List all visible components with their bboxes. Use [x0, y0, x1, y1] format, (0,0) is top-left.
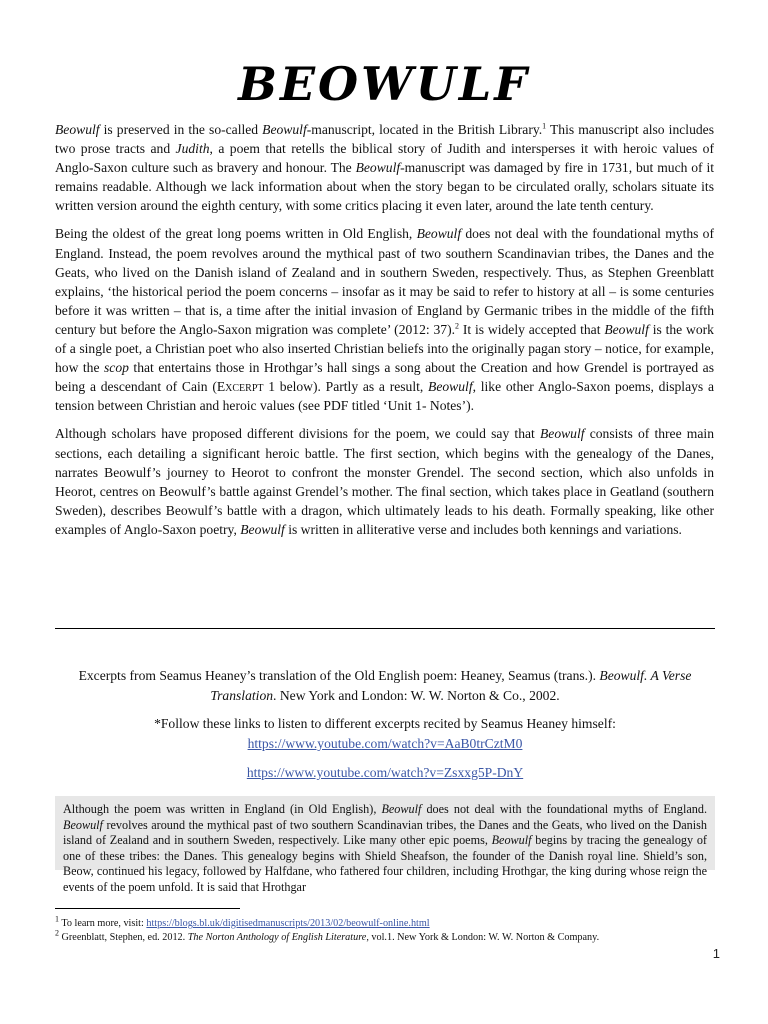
excerpt-heading	[55, 666, 715, 706]
follow-instructions: *Follow these links to listen to different excerpts recited by Seamus Heaney himself:	[154, 716, 616, 731]
excerpt-summary-box	[55, 796, 715, 894]
paragraph-2: Being the oldest of the great long poems written in Old English, Beowulf does not deal with the foundational myths of England. Instead, the poem revolves around the mythical past of two southern Scandinavian tribes, the Danes and the Geats, who lived on the Danish island of Zealand and in southern Sweden, respectively. Thus, as Stephen Greenblatt explains, ‘the historical period the poem concerns – insofar as it may be said to refer to history at all – is some centuries before it was written – that is, a time after the initial invasion of England by Germanic tribes in the middle of the fifth century but before the Anglo-Saxon migration was complete’ (2012: 37).$^2$ It is widely accepted that Beowulf is the work of a single poet, a Christian poet who also inserted Christian beliefs into the originally pagan story – notice, for example, how the scop that entertains those in Hrothgar’s hall sings a song about the Creation and how Grendel is portrayed as being a descendant of Cain (Excerpt 1 below). Partly as a result, Beowulf, like other Anglo-Saxon poems, displays a tension between Christian and heroic values (see PDF titled ‘Unit 1- Notes’).	[55, 226, 714, 414]
footnote-1-text: To learn more, visit:	[59, 918, 147, 929]
youtube-link-1[interactable]: https://www.youtube.com/watch?v=AaB0trCztM0	[247, 736, 523, 751]
footnote-2-text: Greenblatt, Stephen, ed. 2012.	[59, 932, 188, 943]
paragraph-1: Beowulf is preserved in the so-called Beowulf-manuscript, located in the British Library.$^1$ This manuscript also includes two prose tracts and Judith, a poem that retells the biblical story of Judith and intersperses it with heroic values of Anglo-Saxon culture such as bravery and honour. The Beowulf-manuscript was damaged by fire in 1731, but much of it remains readable. Although we lack information about when the story began to be circulated orally, scholars situate its written version around the eighth century, with some critics placing it even later, around the late tenth century.	[55, 121, 715, 214]
footnote-1	[55, 914, 715, 930]
footnote-2-rest: , vol.1. New York & London: W. W. Norton & Company.	[366, 932, 600, 943]
footnote-2-title: The Norton Anthology of English Literature	[187, 932, 367, 943]
paragraph-3: Although scholars have proposed different divisions for the poem, we could say that Beowulf consists of three main sections, each detailing a significant heroic battle. The first section, which begins with the genealogy of the Danes, narrates Beowulf’s journey to Heorot to confront the monster Grendel. The second section, which also unfolds in Heorot, centres on Beowulf’s battle against Grendel’s mother. The final section, which takes place in Geatland (southern Sweden), describes Beowulf’s battle with a dragon, which ultimately leads to his death. Formally speaking, like other examples of Anglo-Saxon poetry, Beowulf is written in alliterative verse and includes both kennings and variations.	[55, 426, 714, 537]
excerpt-summary-text: Although the poem was written in England (in Old English), Beowulf does not deal with the foundational myths of England. Beowulf revolves around the mythical past of two southern Scandinavian tribes, the Danes and the Geats, who lived on the Danish island of Zealand and in southern Sweden, respectively. Like many other epic poems, Beowulf begins by tracing the genealogy of one of these tribes: the Danes. This genealogy begins with Shield Sheafson, the founder of the Danish royal line. Shield’s son, Beow, continued his legacy, followed by Halfdane, who fathered four children, including Hrothgar, the king during whose reign the events of the poem unfold. It is said that Hrothgar	[63, 802, 707, 894]
page-title: BEOWULF	[238, 57, 530, 111]
footnote-divider	[55, 908, 240, 909]
body-section	[55, 120, 714, 548]
footnote-2	[55, 928, 715, 944]
page-number: 1	[712, 946, 720, 961]
footnote-1-number: 1	[55, 914, 59, 924]
footnote-2-number: 2	[55, 928, 59, 938]
follow-links-section	[55, 714, 715, 754]
youtube-link-2[interactable]: https://www.youtube.com/watch?v=Zsxxg5P-DnY	[246, 765, 524, 780]
section-divider	[55, 628, 715, 629]
footnote-1-link[interactable]: https://blogs.bl.uk/digitisedmanuscripts/2013/02/beowulf-online.html	[146, 918, 430, 929]
excerpt-citation: Excerpts from Seamus Heaney’s translation of the Old English poem: Heaney, Seamus (trans.). Beowulf. A Verse Translation. New York and London: W. W. Norton & Co., 2002.	[78, 668, 692, 703]
